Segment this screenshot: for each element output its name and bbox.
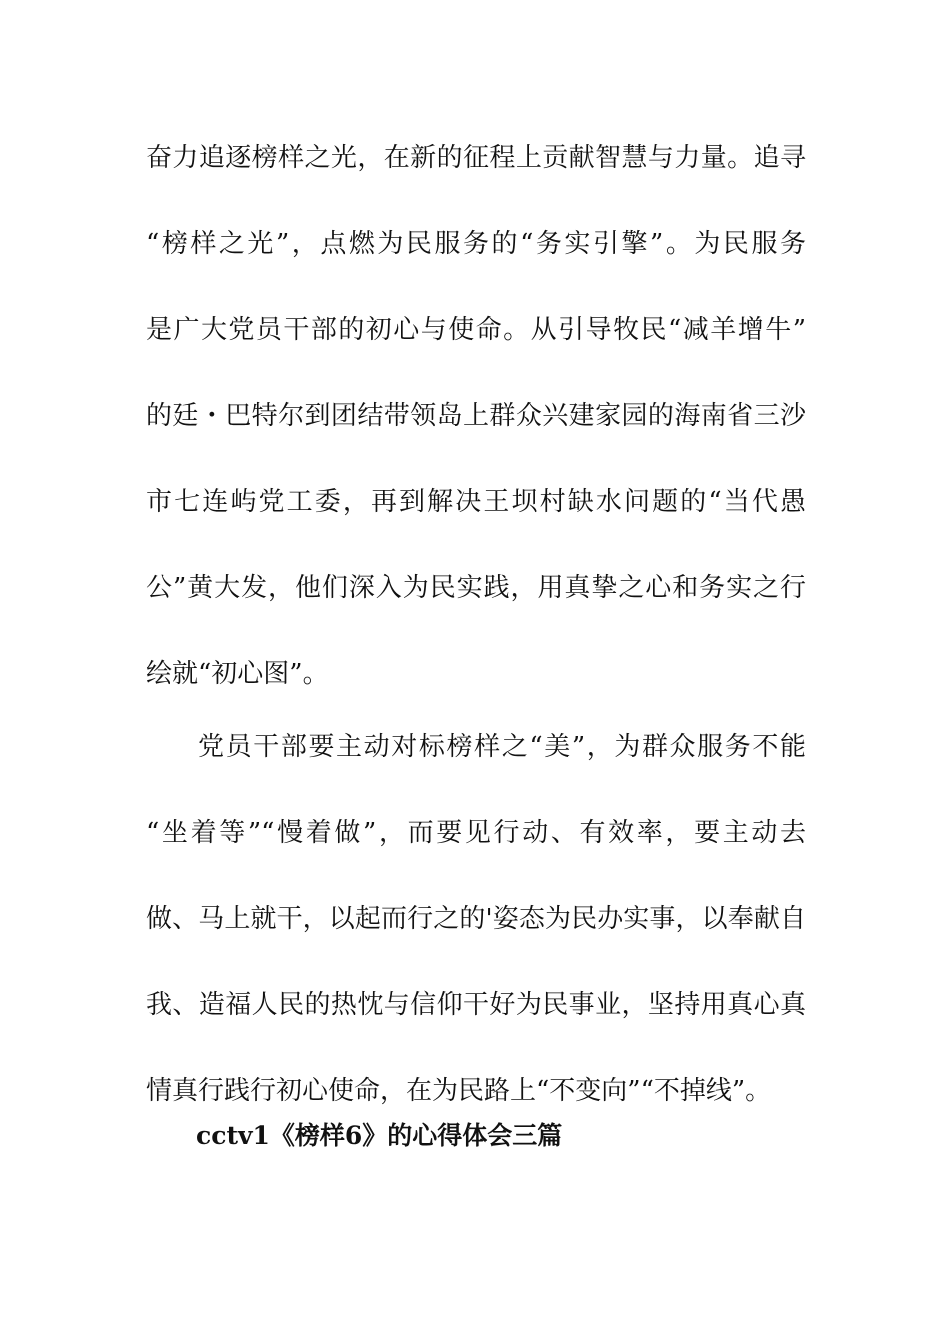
paragraph-2-line-4: 我、造福人民的热忱与信仰干好为民事业，坚持用真心真 (146, 990, 806, 1020)
paragraph-1-line-7: 绘就“初心图”。 (146, 659, 329, 689)
paragraph-2-line-2: “坐着等”“慢着做”，而要见行动、有效率，要主动去 (146, 818, 806, 848)
paragraph-1-line-5: 市七连屿党工委，再到解决王坝村缺水问题的“当代愚 (146, 487, 806, 517)
paragraph-1-line-1: 奋力追逐榜样之光，在新的征程上贡献智慧与力量。追寻 (146, 143, 806, 173)
paragraph-1-line-6: 公”黄大发，他们深入为民实践，用真挚之心和务实之行 (146, 573, 806, 603)
paragraph-1-line-2: “榜样之光”，点燃为民服务的“务实引擎”。为民服务 (146, 229, 806, 259)
paragraph-1-line-4: 的廷・巴特尔到团结带领岛上群众兴建家园的海南省三沙 (146, 401, 806, 431)
section-heading: cctv1《榜样6》的心得体会三篇 (196, 1121, 563, 1150)
paragraph-2-line-3: 做、马上就干，以起而行之的'姿态为民办实事，以奉献自 (146, 904, 806, 934)
paragraph-2-line-5: 情真行践行初心使命，在为民路上“不变向”“不掉线”。 (146, 1076, 772, 1106)
paragraph-2-line-1: 党员干部要主动对标榜样之“美”，为群众服务不能 (198, 732, 806, 762)
paragraph-1-line-3: 是广大党员干部的初心与使命。从引导牧民“减羊增牛” (146, 315, 806, 345)
